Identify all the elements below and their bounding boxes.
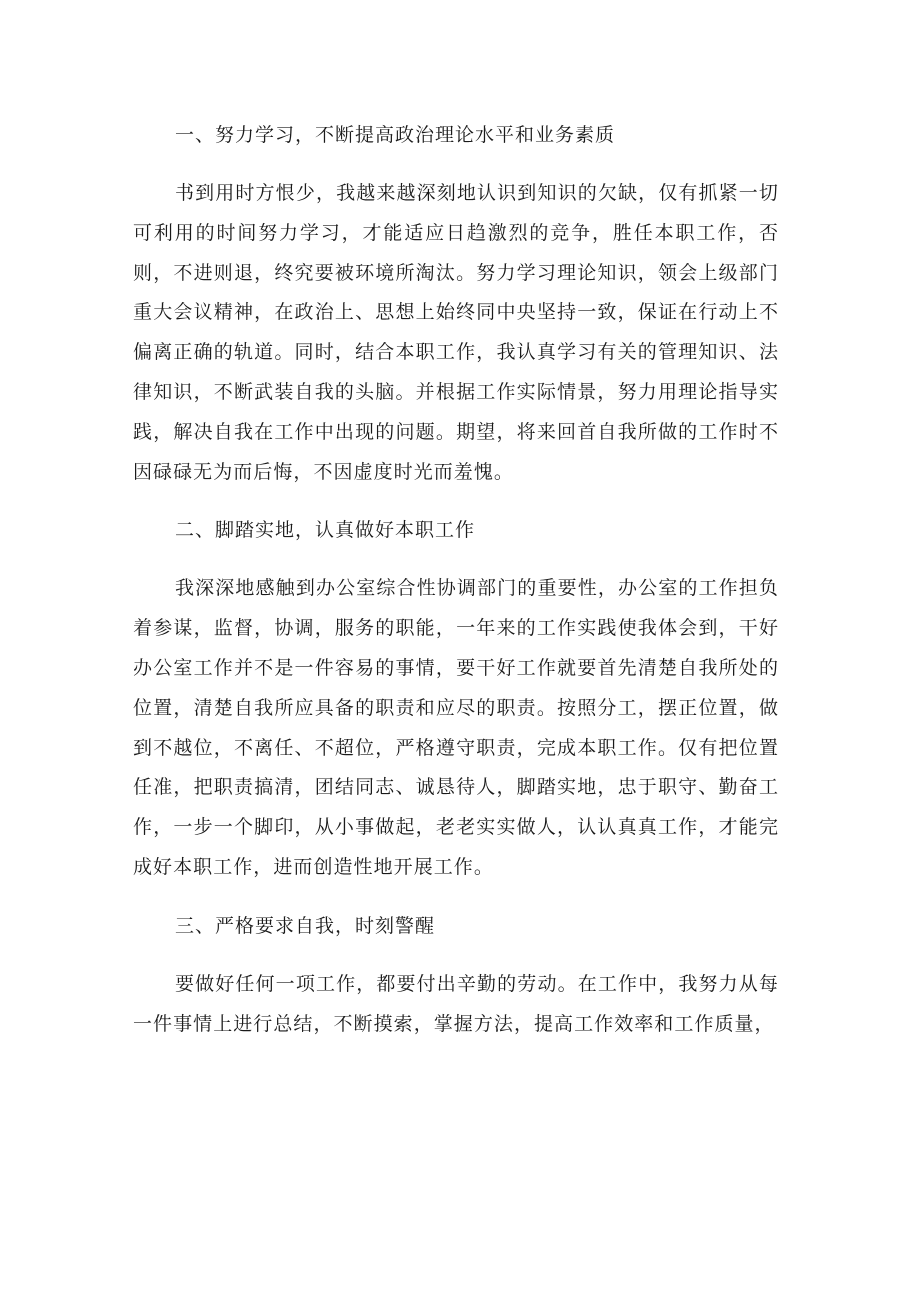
section-1-paragraph: 书到用时方恨少，我越来越深刻地认识到知识的欠缺，仅有抓紧一切可利用的时间努力学习，才能适应日趋激烈的竞争，胜任本职工作，否则，不进则退，终究要被环境所淘汰。努力学习理论知识，领会上级部门重大会议精神，在政治上、思想上始终同中央坚持一致，保证在行动上不偏离正确的轨道。同时，结合本职工作，我认真学习有关的管理知识、法律知识，不断武装自我的头脑。并根据工作实际情景，努力用理论指导实践，解决自我在工作中出现的问题。期望，将来回首自我所做的工作时不因碌碌无为而后悔，不因虚度时光而羞愧。 [133, 182, 779, 483]
section-1-heading: 一、努力学习，不断提高政治理论水平和业务素质 [175, 124, 616, 146]
section-3-paragraph: 要做好任何一项工作，都要付出辛勤的劳动。在工作中，我努力从每一件事情上进行总结，不断摸索，掌握方法，提高工作效率和工作质量， [133, 972, 779, 1035]
section-3-heading: 三、严格要求自我，时刻警醒 [175, 914, 436, 937]
section-2-paragraph: 我深深地感触到办公室综合性协调部门的重要性，办公室的工作担负着参谋，监督，协调，服务的职能，一年来的工作实践使我体会到，干好办公室工作并不是一件容易的事情，要干好工作就要首先清楚自我所处的位置，清楚自我所应具备的职责和应尽的职责。按照分工，摆正位置，做到不越位，不离任、不超位，严格遵守职责，完成本职工作。仅有把位置任准，把职责搞清，团结同志、诚恳待人，脚踏实地，忠于职守、勤奋工作，一步一个脚印，从小事做起，老老实实做人，认认真真工作，才能完成好本职工作，进而创造性地开展工作。 [133, 577, 779, 878]
document-body [133, 116, 779, 1044]
section-2-heading: 二、脚踏实地，认真做好本职工作 [175, 519, 476, 542]
